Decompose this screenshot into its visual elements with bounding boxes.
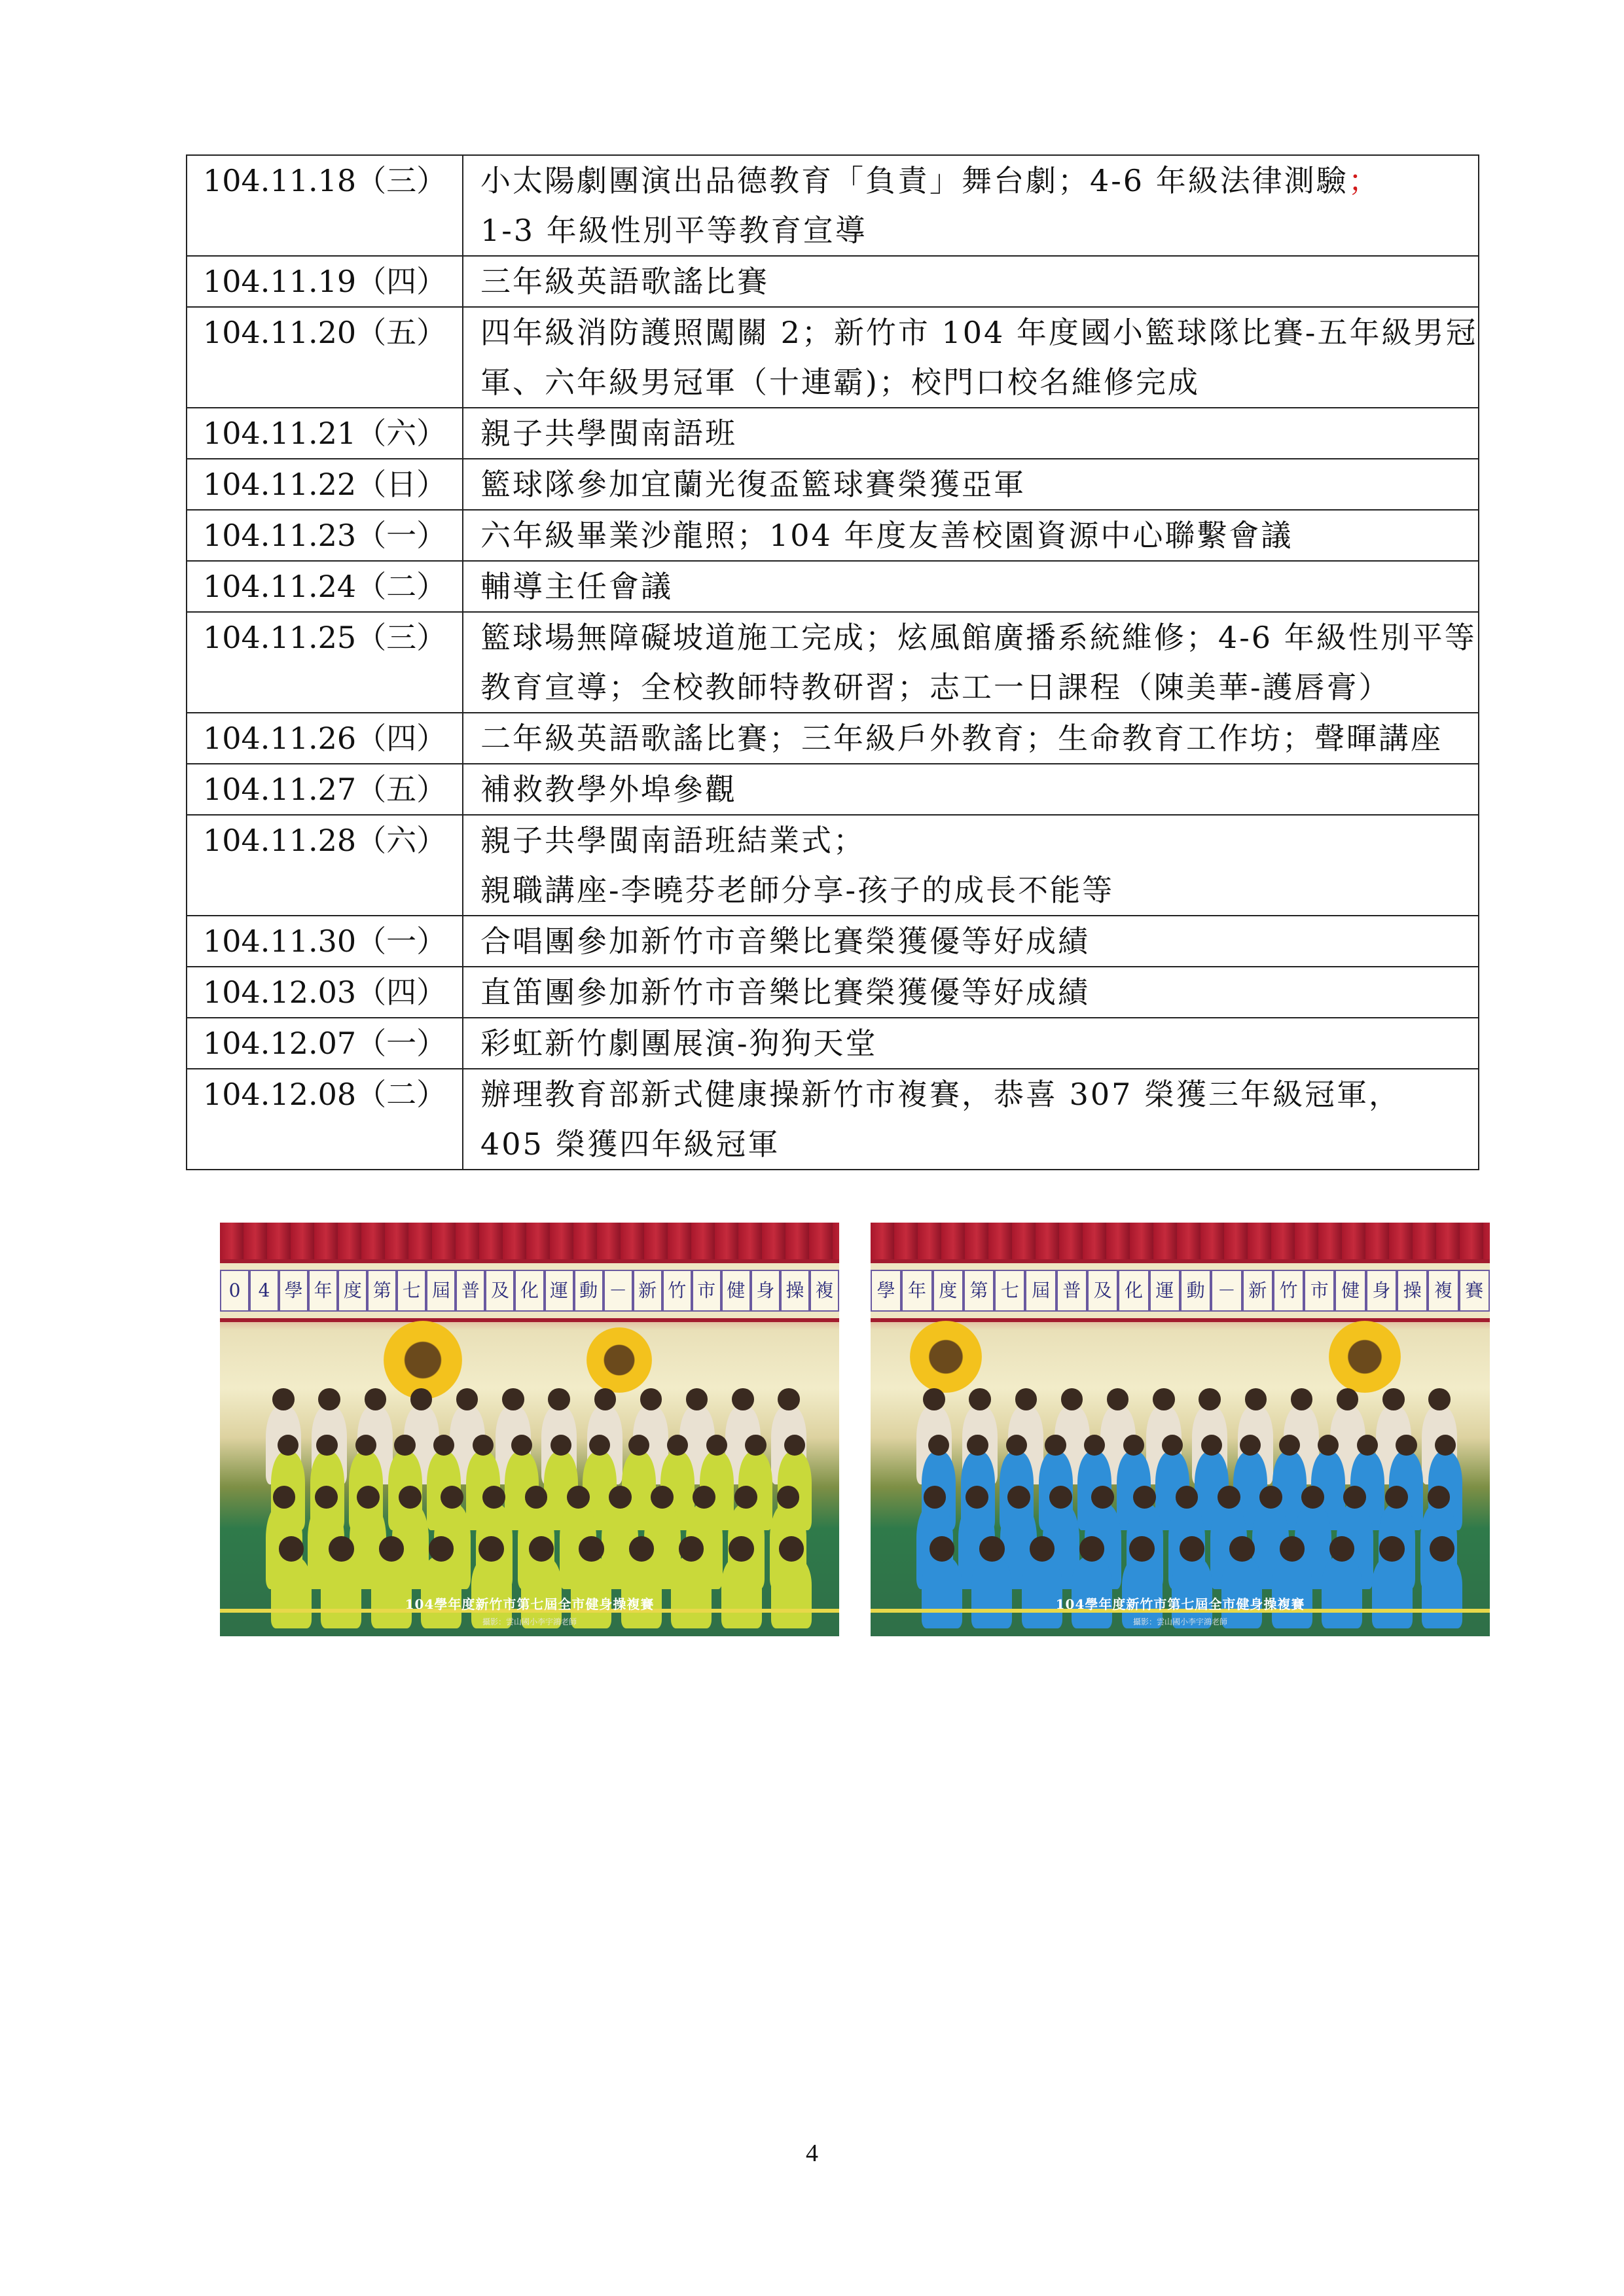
photo-credit: 攝影：雲山國小李宇鴻老師 (1132, 1617, 1227, 1626)
schedule-date: 104.12.08（二） (187, 1069, 463, 1170)
photo-caption: 104學年度新竹市第七屆全市健身操複賽 (405, 1596, 655, 1612)
event-text: 四年級消防護照闖關 2；新竹市 104 年度國小籃球隊比賽-五年級男冠 (480, 315, 1478, 350)
student-head (478, 1536, 503, 1561)
schedule-events (463, 307, 1479, 408)
banner-character: 市 (692, 1270, 721, 1312)
event-text: 辦理教育部新式健康操新竹市複賽，恭喜 307 榮獲三年級冠軍， (480, 1077, 1401, 1112)
student-head (1396, 1435, 1416, 1456)
student-head (778, 1388, 799, 1410)
student-head (441, 1486, 463, 1509)
banner-character: － (604, 1270, 633, 1312)
banner-character: 身 (1366, 1270, 1397, 1312)
student-head (1061, 1388, 1083, 1410)
event-line (480, 764, 1471, 814)
event-line (480, 562, 1471, 611)
student-head (1428, 1388, 1450, 1410)
banner-character: 學 (279, 1270, 308, 1312)
banner-character: 竹 (662, 1270, 692, 1312)
group-of-students (259, 1386, 800, 1609)
schedule-date: 104.11.25（三） (187, 612, 463, 713)
schedule-date: 104.11.18（三） (187, 155, 463, 256)
student-head (1007, 1486, 1030, 1509)
event-line (480, 865, 1471, 915)
schedule-date: 104.11.30（一） (187, 916, 463, 967)
schedule-date: 104.11.23（一） (187, 510, 463, 561)
banner-character: 操 (780, 1270, 810, 1312)
student-head (1259, 1486, 1282, 1509)
banner-character: 新 (633, 1270, 662, 1312)
banner-character: 化 (514, 1270, 544, 1312)
banner-character: 學 (871, 1270, 901, 1312)
event-line (480, 1119, 1471, 1169)
student-head (315, 1486, 338, 1509)
student-head (567, 1486, 590, 1509)
student-head (686, 1388, 708, 1410)
student-head (525, 1486, 548, 1509)
student-head (279, 1536, 304, 1561)
student-head (1385, 1486, 1408, 1509)
event-line (480, 408, 1471, 458)
event-line (480, 816, 1471, 865)
schedule-events (463, 510, 1479, 561)
schedule-row (187, 408, 1479, 459)
event-line (480, 257, 1471, 306)
student-head (1428, 1486, 1451, 1509)
event-text: 六年級畢業沙龍照；104 年度友善校園資源中心聯繫會議 (480, 518, 1293, 553)
stage-curtain (220, 1223, 839, 1259)
photo-credit: 攝影：雲山國小李宇鴻老師 (482, 1617, 577, 1626)
event-text: 1-3 年級性別平等教育宣導 (480, 213, 867, 248)
student-head (1291, 1388, 1312, 1410)
event-text: 籃球隊參加宜蘭光復盃籃球賽榮獲亞軍 (480, 467, 1026, 502)
banner-character: 第 (367, 1270, 397, 1312)
team-photo-left (220, 1223, 839, 1636)
student-head (679, 1536, 704, 1561)
student-head (1107, 1388, 1128, 1410)
schedule-row (187, 764, 1479, 815)
banner-character: 複 (1428, 1270, 1458, 1312)
student-head (1218, 1486, 1240, 1509)
banner-character: 七 (994, 1270, 1025, 1312)
student-head (1199, 1388, 1220, 1410)
schedule-events (463, 612, 1479, 713)
student-head (429, 1536, 454, 1561)
student-head (482, 1486, 505, 1509)
banner-character: 七 (397, 1270, 426, 1312)
banner-character: 身 (751, 1270, 780, 1312)
student-head (1153, 1388, 1174, 1410)
schedule-row (187, 256, 1479, 307)
photo-caption: 104學年度新竹市第七屆全市健身操複賽 (1055, 1596, 1305, 1612)
student-head (1133, 1486, 1156, 1509)
event-text: 彩虹新竹劇團展演-狗狗天堂 (480, 1026, 878, 1061)
schedule-date: 104.11.28（六） (187, 815, 463, 916)
sunflower-decoration (1329, 1321, 1401, 1393)
student-head (1379, 1536, 1404, 1561)
student-head (734, 1486, 757, 1509)
banner-character: 及 (1087, 1270, 1118, 1312)
student-head (609, 1486, 632, 1509)
schedule-date: 104.11.24（二） (187, 561, 463, 612)
schedule-row (187, 713, 1479, 764)
banner-character: 運 (1149, 1270, 1180, 1312)
student-head (318, 1388, 340, 1410)
student-head (1280, 1536, 1305, 1561)
student-head (329, 1536, 353, 1561)
student-head (273, 1486, 296, 1509)
banner-character: 第 (964, 1270, 994, 1312)
student-head (923, 1388, 945, 1410)
schedule-date: 104.11.21（六） (187, 408, 463, 459)
student-head (967, 1435, 988, 1456)
banner-character: 複 (810, 1270, 839, 1312)
student-head (1301, 1486, 1324, 1509)
event-line (480, 613, 1477, 662)
student-head (316, 1435, 337, 1456)
banner-character: 0 (220, 1270, 249, 1312)
banner-character: 化 (1118, 1270, 1149, 1312)
student-head (1091, 1486, 1114, 1509)
event-banner (220, 1259, 839, 1322)
event-text: 三年級英語歌謠比賽 (480, 264, 769, 299)
schedule-row (187, 155, 1479, 256)
banner-character: 動 (1180, 1270, 1211, 1312)
student-head (1045, 1435, 1066, 1456)
schedule-events (463, 256, 1479, 307)
student-head (1030, 1536, 1055, 1561)
schedule-row (187, 815, 1479, 916)
event-line (480, 206, 1471, 255)
student-head (357, 1486, 380, 1509)
event-line (480, 1018, 1471, 1068)
schedule-date: 104.11.27（五） (187, 764, 463, 815)
banner-character: 度 (338, 1270, 367, 1312)
student-head (1049, 1486, 1072, 1509)
student-head (365, 1388, 386, 1410)
student-head (1337, 1388, 1358, 1410)
student-head (1123, 1435, 1144, 1456)
event-text: 教育宣導；全校教師特教研習；志工一日課程（陳美華-護唇膏） (480, 670, 1391, 705)
event-line (480, 916, 1471, 966)
banner-character: 市 (1304, 1270, 1335, 1312)
schedule-date: 104.12.07（一） (187, 1018, 463, 1069)
student-head (745, 1435, 766, 1456)
schedule-row (187, 307, 1479, 408)
banner-character: 4 (249, 1270, 279, 1312)
student-head (640, 1388, 662, 1410)
event-text: 合唱團參加新竹市音樂比賽榮獲優等好成績 (480, 924, 1090, 959)
student-head (1343, 1486, 1366, 1509)
banner-character: 屆 (426, 1270, 456, 1312)
student-head (779, 1536, 804, 1561)
student-head (1129, 1536, 1154, 1561)
event-text: 小太陽劇團演出品德教育「負責」舞台劇；4-6 年級法律測驗 (480, 163, 1348, 198)
schedule-events (463, 713, 1479, 764)
banner-character: 運 (545, 1270, 574, 1312)
banner-character: 新 (1242, 1270, 1273, 1312)
event-text: 二年級英語歌謠比賽；三年級戶外教育；生命教育工作坊；聲暉講座 (480, 721, 1443, 756)
event-text: 親子共學閩南語班 (480, 416, 737, 451)
page-number: 4 (806, 2140, 818, 2167)
event-line (480, 511, 1471, 560)
student-head (729, 1536, 753, 1561)
schedule-events (463, 815, 1479, 916)
sunflower-decoration (586, 1327, 652, 1393)
banner-character: 動 (574, 1270, 604, 1312)
schedule-date: 104.11.26（四） (187, 713, 463, 764)
event-text: 405 榮獲四年級冠軍 (480, 1126, 780, 1162)
student-head (1229, 1536, 1254, 1561)
student-head (399, 1486, 422, 1509)
student-head (473, 1435, 494, 1456)
student-head (1079, 1536, 1104, 1561)
student-head (548, 1388, 569, 1410)
student-head (651, 1486, 674, 1509)
student-head (924, 1486, 947, 1509)
student-head (629, 1536, 654, 1561)
event-text: 親職講座-李曉芬老師分享-孩子的成長不能等 (480, 872, 1115, 908)
banner-character: 普 (456, 1270, 485, 1312)
banner-character: 健 (721, 1270, 751, 1312)
event-line (480, 662, 1471, 712)
student-head (693, 1486, 715, 1509)
schedule-date: 104.12.03（四） (187, 967, 463, 1018)
schedule-row (187, 1069, 1479, 1170)
student-head (456, 1388, 478, 1410)
schedule-events (463, 561, 1479, 612)
schedule-row (187, 1018, 1479, 1069)
student-head (732, 1388, 753, 1410)
schedule-table (186, 154, 1479, 1170)
event-line (480, 1069, 1471, 1119)
schedule-date: 104.11.19（四） (187, 256, 463, 307)
banner-character: 年 (308, 1270, 338, 1312)
event-banner (871, 1259, 1490, 1322)
student-head (969, 1388, 990, 1410)
student-head (579, 1536, 604, 1561)
student-head (529, 1536, 554, 1561)
student-head (1180, 1536, 1204, 1561)
student-head (394, 1435, 415, 1456)
schedule-events (463, 967, 1479, 1018)
sunflower-decoration (910, 1321, 982, 1393)
banner-character: 年 (901, 1270, 932, 1312)
banner-character: 操 (1397, 1270, 1428, 1312)
student-head (1430, 1536, 1454, 1561)
schedule-date: 104.11.20（五） (187, 307, 463, 408)
event-text: 輔導主任會議 (480, 569, 673, 604)
student-head (979, 1536, 1004, 1561)
student-head (777, 1486, 800, 1509)
event-line (480, 156, 1471, 206)
schedule-row (187, 967, 1479, 1018)
banner-character: 及 (485, 1270, 514, 1312)
schedule-row (187, 459, 1479, 510)
student-head (410, 1388, 432, 1410)
banner-character: 普 (1056, 1270, 1087, 1312)
student-head (965, 1486, 988, 1509)
schedule-events (463, 408, 1479, 459)
schedule-events (463, 1018, 1479, 1069)
event-text: 補救教學外埠參觀 (480, 772, 737, 807)
student-head (1382, 1388, 1404, 1410)
event-line (480, 459, 1471, 509)
group-of-students (910, 1386, 1451, 1609)
banner-character: 竹 (1273, 1270, 1304, 1312)
student-head (379, 1536, 404, 1561)
schedule-row (187, 612, 1479, 713)
event-line (480, 357, 1471, 407)
student-head (1015, 1388, 1037, 1410)
student-head (272, 1388, 294, 1410)
schedule-events (463, 1069, 1479, 1170)
student-head (502, 1388, 524, 1410)
event-text: 軍、六年級男冠軍（十連霸)；校門口校名維修完成 (480, 365, 1200, 400)
team-photo-right (871, 1223, 1490, 1636)
schedule-row (187, 510, 1479, 561)
banner-character: 賽 (1459, 1270, 1490, 1312)
student-head (1329, 1536, 1354, 1561)
stage-curtain (871, 1223, 1490, 1259)
schedule-events (463, 764, 1479, 815)
student-head (929, 1536, 954, 1561)
schedule-events (463, 459, 1479, 510)
banner-character: 屆 (1025, 1270, 1056, 1312)
red-semicolon: ； (1348, 163, 1380, 198)
schedule-date: 104.11.22（日） (187, 459, 463, 510)
schedule-events (463, 916, 1479, 967)
schedule-row (187, 916, 1479, 967)
event-line (480, 713, 1471, 763)
event-line (480, 308, 1478, 357)
schedule-events (463, 155, 1479, 256)
student-head (1245, 1388, 1267, 1410)
event-text: 親子共學閩南語班結業式； (480, 823, 865, 858)
schedule-row (187, 561, 1479, 612)
banner-character: － (1211, 1270, 1242, 1312)
event-text: 籃球場無障礙坡道施工完成；炫風館廣播系統維修；4-6 年級性別平等 (480, 620, 1477, 655)
banner-character: 健 (1335, 1270, 1365, 1312)
student-head (1176, 1486, 1199, 1509)
event-text: 直笛團參加新竹市音樂比賽榮獲優等好成績 (480, 975, 1090, 1010)
student-head (594, 1388, 616, 1410)
banner-character: 度 (933, 1270, 964, 1312)
event-line (480, 967, 1471, 1017)
